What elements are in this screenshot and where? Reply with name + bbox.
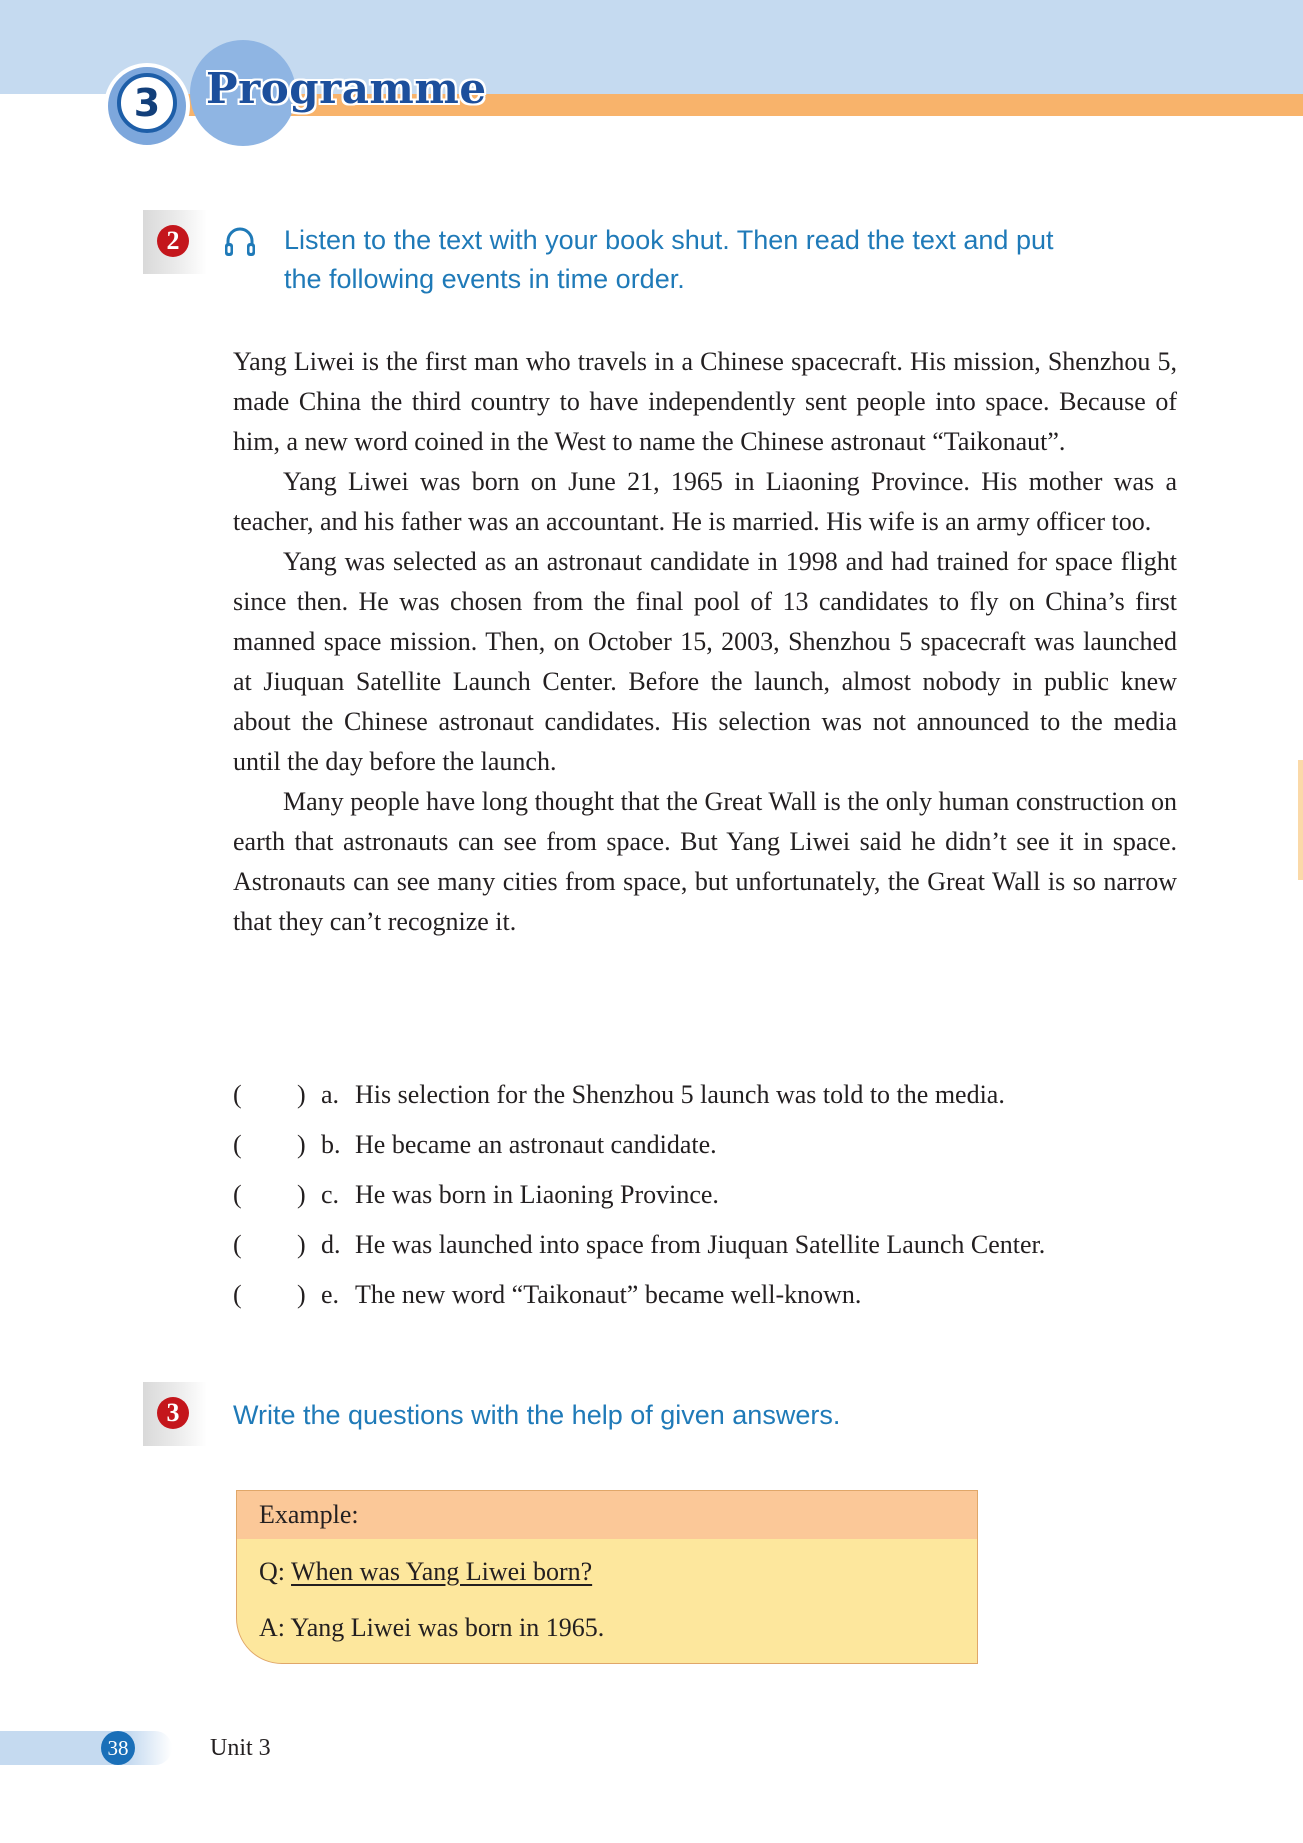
event-text: He was launched into space from Jiuquan Satellite Launch Center. — [355, 1230, 1046, 1259]
answer-blank-open: ( — [233, 1080, 242, 1109]
passage-paragraph-4: Many people have long thought that the Great Wall is the only human construction on earth that astronauts can see from space. But Yang Liwei said he didn’t see it in space. Astronauts can see many cities from space, but unfortunately, the Great Wall is so narrow that they can’t recognize it. — [233, 787, 1177, 936]
question-text: When was Yang Liwei born? — [291, 1557, 593, 1586]
example-question — [237, 1557, 977, 1587]
example-answer — [237, 1613, 977, 1643]
answer-label: A: — [259, 1613, 285, 1642]
passage-paragraph-3: Yang was selected as an astronaut candidate in 1998 and had trained for space flight since then. He was chosen from the final pool of 13 candidates to fly on China’s first manned space mission. Then, on October 15, 2003, Shenzhou 5 spacecraft was launched at Jiuquan Satellite Launch Center. Before the launch, almost nobody in public knew about the Chinese astronaut candidates. His selection was not announced to the media until the day before the launch. — [233, 547, 1177, 776]
task-marker-2 — [143, 210, 207, 274]
task-number: 3 — [157, 1397, 189, 1429]
event-item-e[interactable] — [233, 1274, 1177, 1324]
answer-text: Yang Liwei was born in 1965. — [290, 1613, 605, 1642]
answer-blank-open: ( — [233, 1280, 242, 1309]
event-letter: e. — [321, 1280, 340, 1309]
headphones-icon — [222, 224, 258, 260]
task3-instruction: Write the questions with the help of given answers. — [233, 1400, 841, 1430]
answer-blank-close: ) — [297, 1180, 306, 1209]
event-item-c[interactable] — [233, 1174, 1177, 1224]
event-letter: d. — [321, 1230, 341, 1259]
event-text: He was born in Liaoning Province. — [355, 1180, 719, 1209]
event-item-d[interactable] — [233, 1224, 1177, 1274]
footer-band — [0, 1731, 172, 1765]
task-marker-3 — [143, 1382, 207, 1446]
answer-blank-close: ) — [297, 1130, 306, 1159]
example-heading: Example: — [237, 1491, 977, 1539]
page-number: 38 — [101, 1731, 135, 1765]
answer-blank-open: ( — [233, 1230, 242, 1259]
task2-instruction-line2: the following events in time order. — [284, 264, 685, 294]
answer-blank-close: ) — [297, 1230, 306, 1259]
footer-unit-label: Unit 3 — [210, 1735, 271, 1761]
page-edge-tab — [1298, 760, 1303, 880]
task-number: 2 — [157, 225, 189, 257]
task2-instruction — [284, 221, 1054, 299]
question-label: Q: — [259, 1557, 285, 1586]
event-item-b[interactable] — [233, 1124, 1177, 1174]
event-text: He became an astronaut candidate. — [355, 1130, 717, 1159]
passage-paragraph-1: Yang Liwei is the first man who travels in a Chinese spacecraft. His mission, Shenzhou 5, made China the third country to have independently sent people into space. Because of him, a new word coined in the West to name the Chinese astronaut “Taikonaut”. — [233, 347, 1177, 456]
event-order-list — [233, 1074, 1177, 1324]
passage-paragraph-2: Yang Liwei was born on June 21, 1965 in Liaoning Province. His mother was a teacher, and his father was an accountant. He is married. His wife is an army officer too. — [233, 467, 1177, 536]
event-text: His selection for the Shenzhou 5 launch was told to the media. — [355, 1080, 1005, 1109]
answer-blank-open: ( — [233, 1180, 242, 1209]
reading-passage — [233, 342, 1177, 942]
event-letter: b. — [321, 1130, 341, 1159]
answer-blank-close: ) — [297, 1280, 306, 1309]
event-text: The new word “Taikonaut” became well-known. — [355, 1280, 862, 1309]
unit-number-badge: 3 — [117, 73, 177, 133]
event-item-a[interactable] — [233, 1074, 1177, 1124]
event-letter: a. — [321, 1080, 340, 1109]
example-box — [236, 1490, 978, 1664]
answer-blank-open: ( — [233, 1130, 242, 1159]
task2-instruction-line1: Listen to the text with your book shut. Then read the text and put — [284, 225, 1054, 255]
event-letter: c. — [321, 1180, 340, 1209]
section-title: Programme — [206, 64, 487, 113]
answer-blank-close: ) — [297, 1080, 306, 1109]
